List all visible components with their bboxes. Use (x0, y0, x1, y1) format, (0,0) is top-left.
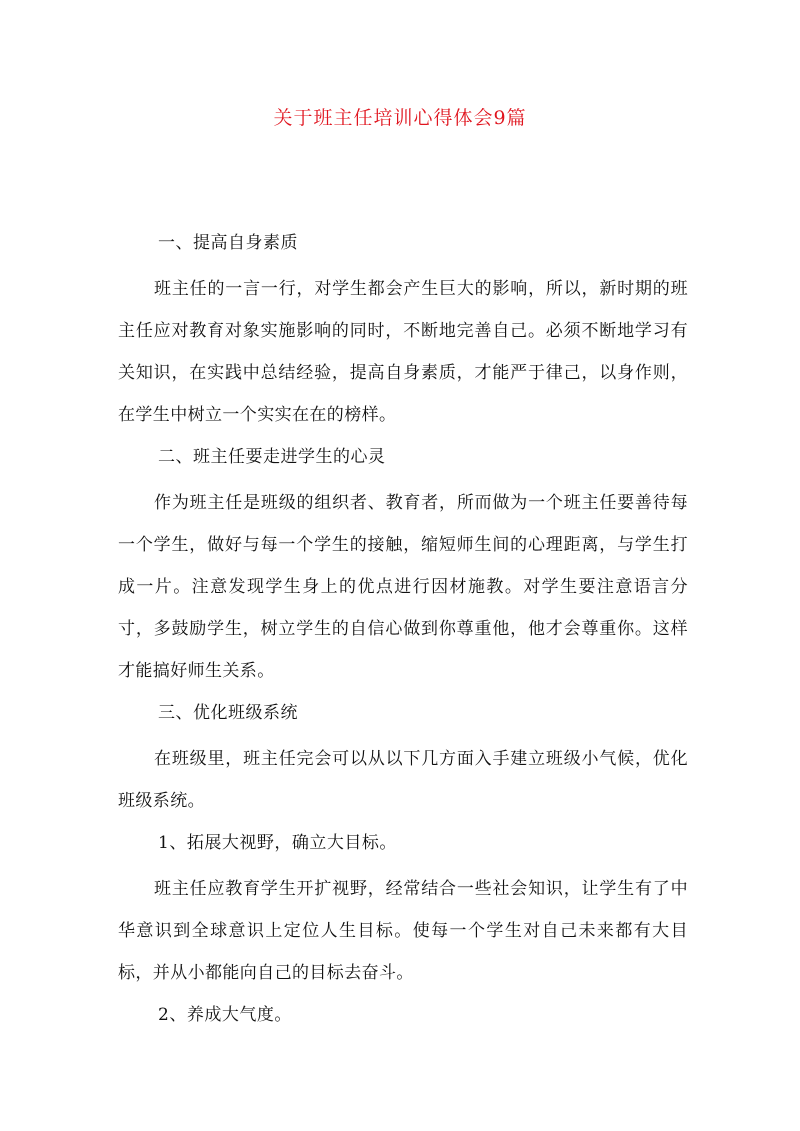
section-paragraph-3: 在班级里，班主任完会可以从以下几方面入手建立班级小气候，优化班级系统。 (118, 749, 688, 811)
section-heading-3: 三、优化班级系统 (158, 703, 298, 723)
section-heading-2: 二、班主任要走进学生的心灵 (158, 447, 386, 467)
subsection-heading-2: 2、养成大气度。 (158, 1005, 292, 1025)
subsection-paragraph-1: 班主任应教育学生开扩视野，经常结合一些社会知识，让学生有了中华意识到全球意识上定位人生目标。使每一个学生对自己未来都有大目标，并从小都能向自己的目标去奋斗。 (118, 879, 688, 983)
section-paragraph-2: 作为班主任是班级的组织者、教育者，所而做为一个班主任要善待每一个学生，做好与每一个学生的接触，缩短师生间的心理距离，与学生打成一片。注意发现学生身上的优点进行因材施教。对学生要注意语言分寸，多鼓励学生，树立学生的自信心做到你尊重他，他才会尊重你。这样才能搞好师生关系。 (118, 493, 688, 681)
subsection-heading-1: 1、拓展大视野，确立大目标。 (158, 833, 397, 853)
section-heading-1: 一、提高自身素质 (158, 233, 298, 253)
document-body (118, 228, 688, 1040)
section-paragraph-1: 班主任的一言一行，对学生都会产生巨大的影响，所以，新时期的班主任应对教育对象实施影响的同时，不断地完善自己。必须不断地学习有关知识，在实践中总结经验，提高自身素质，才能严于律己，以身作则，在学生中树立一个实实在在的榜样。 (118, 279, 688, 425)
document-title: 关于班主任培训心得体会9篇 (273, 107, 527, 129)
